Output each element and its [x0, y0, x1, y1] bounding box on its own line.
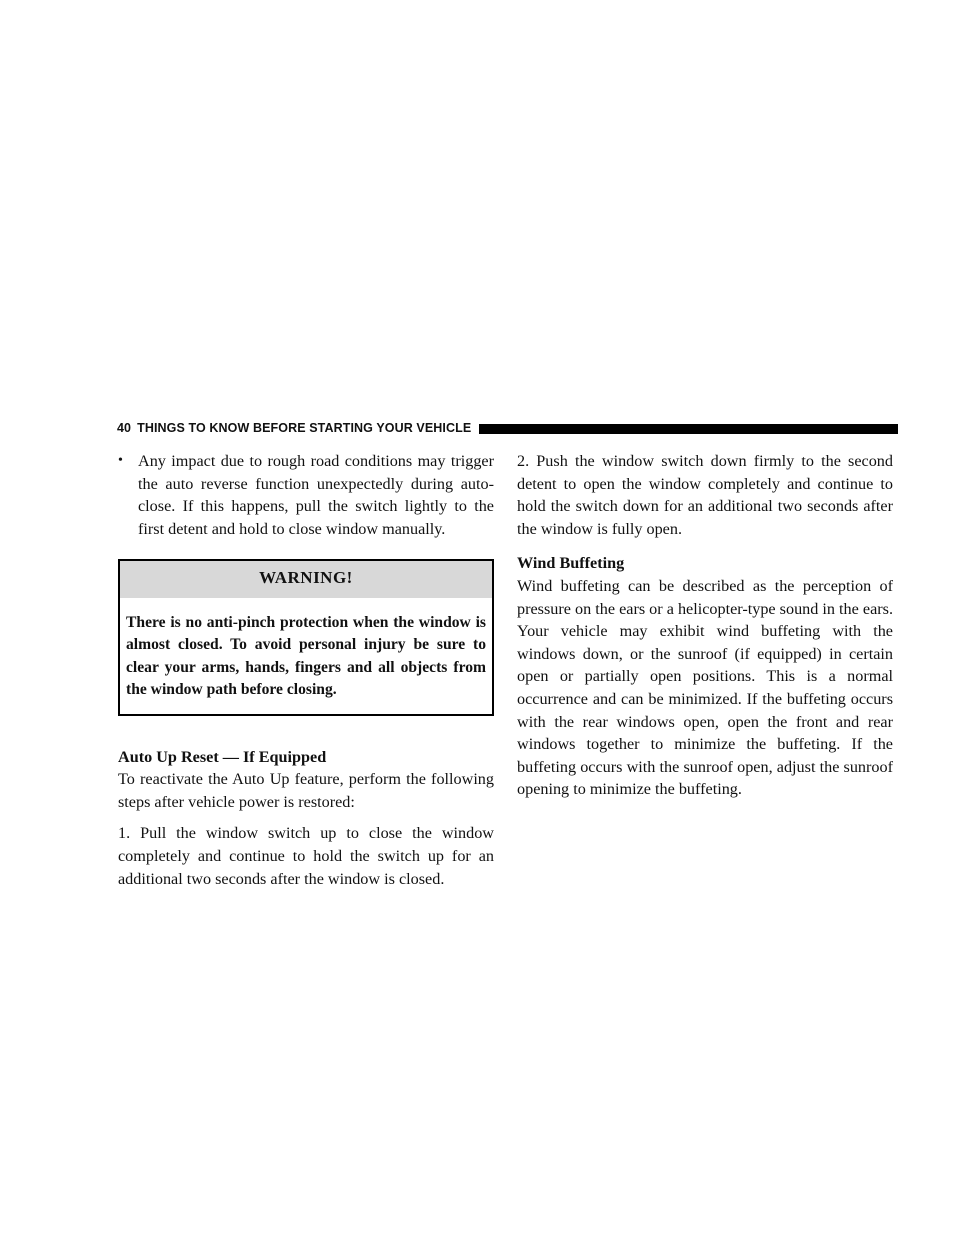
bullet-item	[118, 450, 494, 540]
right-column	[517, 450, 893, 801]
step-2-text: 2. Push the window switch down firmly to the second detent to open the window completely and continue to hold the switch down for an additional two seconds after the window is fully open.	[517, 452, 893, 538]
page-header	[117, 418, 898, 438]
header-rule	[479, 424, 898, 434]
page-header-text	[117, 421, 471, 435]
step-1-text: 1. Pull the window switch up to close the window completely and continue to hold the switch up for an additional two seconds after the window is closed.	[118, 824, 494, 888]
page-number: 40	[117, 421, 132, 435]
auto-up-heading: Auto Up Reset — If Equipped	[118, 747, 327, 766]
wind-buffeting-heading: Wind Buffeting	[517, 554, 625, 573]
auto-up-intro: To reactivate the Auto Up feature, perform the following steps after vehicle power is restored:	[118, 770, 494, 811]
section-title: THINGS TO KNOW BEFORE STARTING YOUR VEHICLE	[137, 421, 472, 435]
warning-body: There is no anti-pinch protection when the window is almost closed. To avoid personal injury be sure to clear your arms, hands, fingers and all objects from the window path before closing.	[126, 613, 486, 699]
warning-box	[118, 559, 494, 715]
left-column	[118, 450, 494, 890]
bullet-icon: •	[118, 453, 123, 468]
warning-title: WARNING!	[120, 561, 492, 598]
wind-buffeting-body: Wind buffeting can be described as the perception of pressure on the ears or a helicopter-type sound in the ears. Your vehicle may exhibit wind buffeting with the windows down, or the sunroof (if equipped) in certain open or partially open positions. This is a normal occurrence and can be minimized. If the buffeting occurs with the rear windows open, open the front and rear windows together to minimize the buffeting. If the buffeting occurs with the sunroof open, adjust the sunroof opening to minimize the buffeting.	[517, 576, 893, 799]
bullet-text: Any impact due to rough road conditions may trigger the auto reverse function unexpectedly during auto-close. If this happens, pull the switch lightly to the first detent and hold to close window manually.	[138, 452, 494, 538]
